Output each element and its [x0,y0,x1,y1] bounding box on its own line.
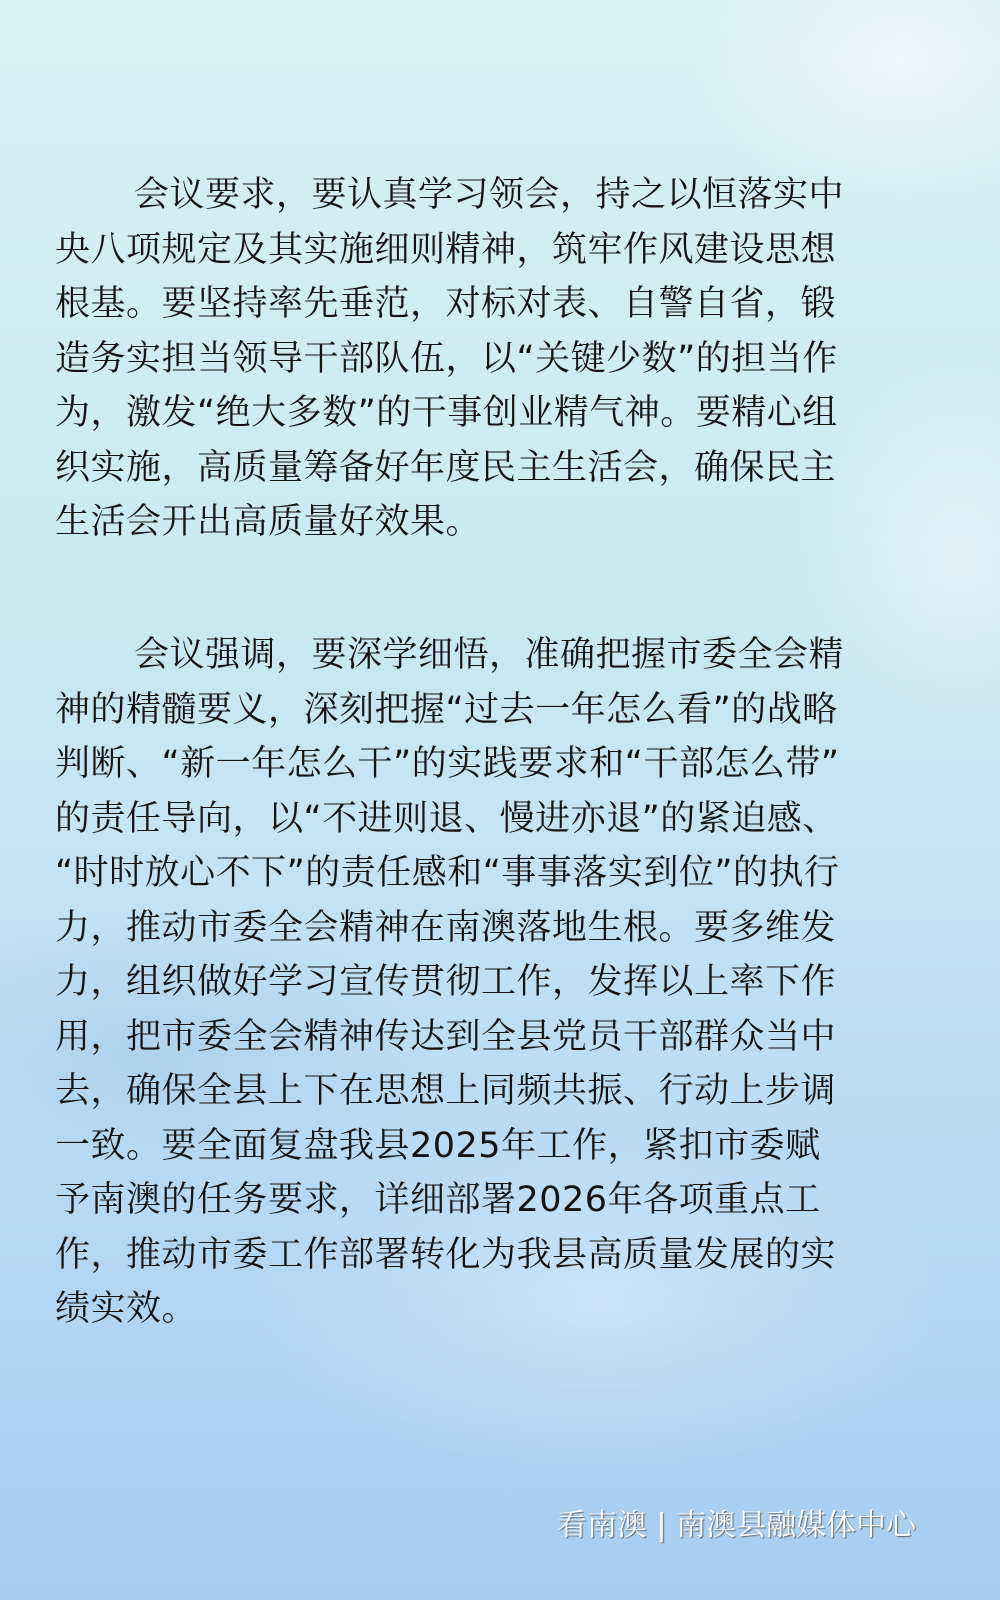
text-line: 用，把市委全会精神传达到全县党员干部群众当中 [55,1016,837,1057]
text-line: 会议要求，要认真学习领会，持之以恒落实中 [134,175,845,215]
text-line: 为，激发“绝大多数”的干事创业精气神。要精心组 [55,393,838,433]
text-line: 予南澳的任务要求，详细部署2026年各项重点工 [55,1180,821,1220]
text-line: 生活会开出高质量好效果。 [55,502,482,542]
text-line: 根基。要坚持率先垂范，对标对表、自警自省，锻 [55,284,837,324]
text-line: 力，推动市委全会精神在南澳落地生根。要多维发 [55,907,837,948]
text-line: 绩实效。 [55,1289,198,1329]
text-line: 织实施，高质量筹备好年度民主生活会，确保民主 [55,447,837,488]
text-line: 作，推动市委工作部署转化为我县高质量发展的实 [55,1234,837,1275]
text-line: 一致。要全面复盘我县2025年工作，紧扣市委赋 [55,1125,821,1166]
text-line: 央八项规定及其实施细则精神，筑牢作风建设思想 [55,229,837,270]
text-line: “时时放心不下”的责任感和“事事落实到位”的执行 [55,853,840,893]
text-line: 会议强调，要深学细悟，准确把握市委全会精 [134,635,845,675]
text-line: 判断、“新一年怎么干”的实践要求和“干部怎么带” [55,744,840,784]
text-line: 去，确保全县上下在思想上同频共振、行动上步调 [55,1071,837,1111]
text-line: 的责任导向，以“不进则退、慢进亦退”的紧迫感、 [55,798,838,839]
text-line: 力，组织做好学习宣传贯彻工作，发挥以上率下作 [55,962,837,1002]
text-line: 神的精髓要义，深刻把握“过去一年怎么看”的战略 [55,689,838,730]
text-line: 造务实担当领导干部队伍，以“关键少数”的担当作 [55,338,838,379]
paragraph-meeting-emphasis [55,628,935,1337]
footer-source-credit: 看南澳 | 南澳县融媒体中心 [557,1508,917,1543]
paragraph-meeting-requirements [55,168,935,550]
